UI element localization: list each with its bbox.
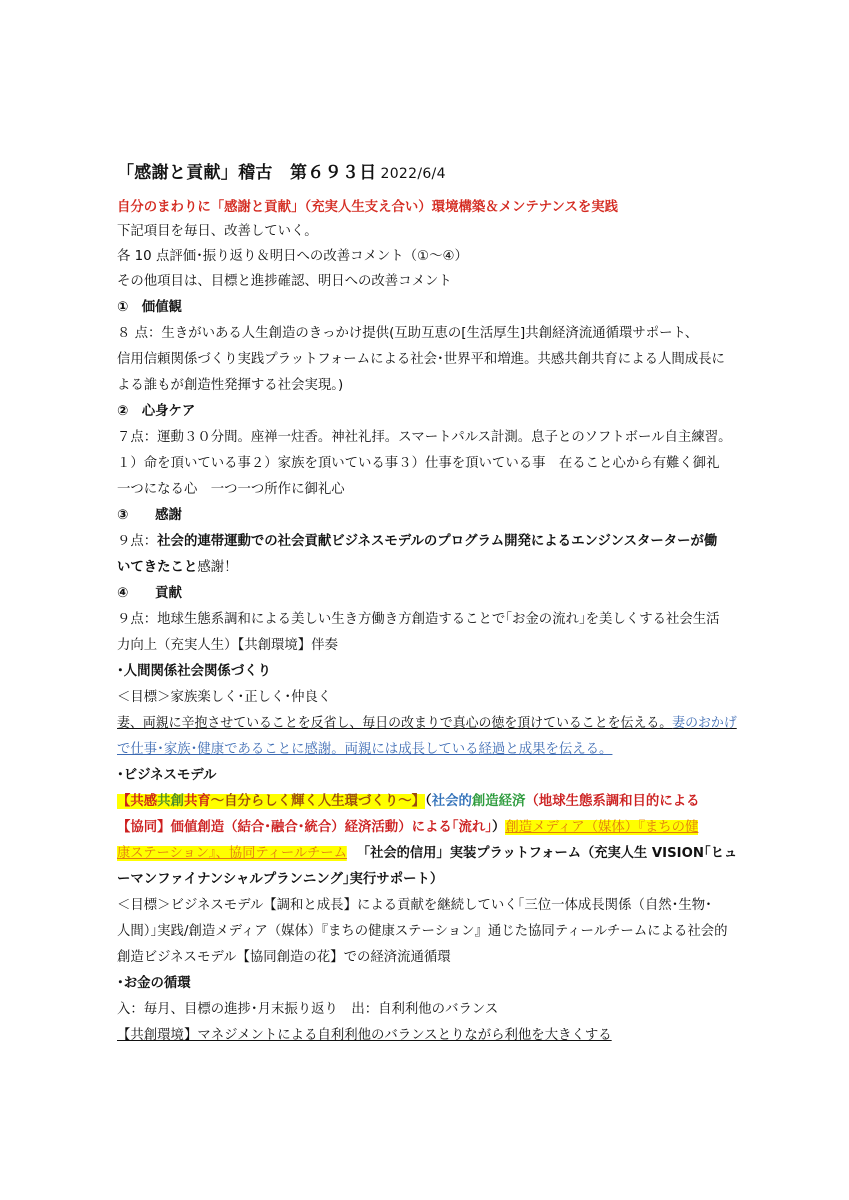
subtitle: 自分のまわりに「感謝と貢献」（充実人生支え合い）環境構築＆メンテナンスを実践 bbox=[117, 200, 619, 215]
biz-platform: 「社会的信用」実装プラットフォーム（充実人生 VISION｢ヒュ bbox=[356, 846, 738, 861]
title-text: 「感謝と貢献」稽古 第６９３日 bbox=[117, 163, 377, 183]
biz-media-link-1[interactable]: 創造メディア（媒体）『まちの健 bbox=[505, 820, 699, 835]
section-contribution-line-1: ９点：地球生態系調和による美しい生き方働き方創造することで｢お金の流れ｣を美しくする社会生活 bbox=[117, 612, 720, 627]
section-values-line-2: 信用信頼関係づくり実践プラットフォームによる社会･世界平和増進。共感共創共育による人間成長に bbox=[117, 352, 725, 367]
intro-line-3: その他項目は、目標と進捗確認、明日への改善コメント bbox=[117, 274, 452, 289]
relationships-text-1: 妻、両親に辛抱させていることを反省し、毎日の改まりで真心の徳を頂けていることを伝える。 bbox=[117, 716, 673, 731]
business-goal-line-3: 創造ビジネスモデル【協同創造の花】での経済流通循環 bbox=[117, 950, 451, 965]
business-goal-line-1: ＜目標＞ビジネスモデル【調和と成長】による貢献を継続していく｢三位一体成長関係（自然･生物･ bbox=[117, 898, 712, 913]
business-model-line-4: ーマンファイナンシャルプランニング｣実行サポート） bbox=[117, 872, 444, 887]
section-gratitude-line-2 bbox=[117, 556, 238, 580]
section-care-line-3: 一つになる心 一つ一つ所作に御礼心 bbox=[117, 482, 345, 497]
relationships-link-2[interactable]: で仕事･家族･健康であることに感謝。両親には成長している経過と成果を伝える。 bbox=[117, 742, 613, 757]
biz-tagline: ～自分らしく輝く人生環づくり～】 bbox=[210, 794, 425, 809]
biz-creative-economy: 創造経済 bbox=[471, 794, 526, 809]
biz-kyokan: 【共感 bbox=[117, 794, 158, 809]
section-care-heading: ② 心身ケア bbox=[117, 404, 196, 419]
biz-value-creation: 【協同】価値創造（結合･融合･統合）経済活動）による｢流れ｣ bbox=[117, 820, 492, 835]
business-model-line-3 bbox=[117, 842, 737, 866]
section-care-line-2: １）命を頂いている事２）家族を頂いている事３）仕事を頂いている事 在ること心から有難く御礼 bbox=[117, 456, 720, 471]
section-gratitude-heading: ③ 感謝 bbox=[117, 508, 182, 523]
section-contribution-heading: ④ 貢献 bbox=[117, 586, 182, 601]
relationships-goal: ＜目標＞家族楽しく･正しく･仲良く bbox=[117, 690, 332, 705]
business-model-line-2 bbox=[117, 816, 698, 840]
money-line-1: 入：毎月、目標の進捗･月末振り返り 出：自利利他のバランス bbox=[117, 1002, 499, 1017]
relationships-heading: ･人間関係社会関係づくり bbox=[117, 664, 271, 679]
biz-kyoiku: 共育 bbox=[183, 794, 211, 809]
biz-ecosystem: （地球生態系調和目的による bbox=[525, 794, 700, 809]
page-title bbox=[117, 158, 446, 183]
money-heading: ･お金の循環 bbox=[117, 976, 191, 991]
money-line-2: 【共創環境】マネジメントによる自利利他のバランスとりながら利他を大きくする bbox=[117, 1028, 612, 1043]
biz-kyoso: 共創 bbox=[157, 794, 184, 809]
relationships-line-1 bbox=[117, 712, 737, 736]
gratitude-text-bold-1: 社会的連帯運動での社会貢献ビジネスモデルのプログラム開発によるエンジンスターターが働 bbox=[157, 534, 718, 549]
title-date: 2022/6/4 bbox=[380, 166, 446, 182]
biz-paren-open: （ bbox=[424, 794, 432, 809]
business-model-line-1 bbox=[117, 790, 700, 814]
relationships-link-1[interactable]: 妻のおかげ bbox=[672, 716, 737, 731]
business-goal-line-2: 人間）｣実践/創造メディア（媒体）『まちの健康ステーション』通じた協同ティールチームによる社会的 bbox=[117, 924, 728, 939]
biz-media-link-2[interactable]: 康ステーション』、協同ティールチーム bbox=[117, 846, 347, 861]
gratitude-text-end: 感謝！ bbox=[197, 560, 238, 575]
gratitude-score: ９点： bbox=[117, 534, 158, 549]
biz-paren-close: ） bbox=[491, 820, 506, 835]
section-values-line-1: ８ 点：生きがいある人生創造のきっかけ提供(互助互恵の[生活厚生]共創経済流通循環サポート、 bbox=[117, 326, 699, 341]
section-contribution-line-2: 力向上（充実人生）【共創環境】伴奏 bbox=[117, 638, 338, 653]
section-values-line-3: よる誰もが創造性発揮する社会実現。) bbox=[117, 378, 344, 393]
intro-line-2: 各 10 点評価･振り返り＆明日への改善コメント（①～④） bbox=[117, 249, 468, 264]
section-care-line-1: ７点：運動３０分間。座禅一炷香。神社礼拝。スマートパルス計測。息子とのソフトボール自主練習。 bbox=[117, 430, 732, 445]
section-values-heading: ① 価値観 bbox=[117, 300, 182, 315]
biz-social: 社会的 bbox=[431, 794, 472, 809]
business-model-heading: ･ビジネスモデル bbox=[117, 768, 217, 783]
gratitude-text-bold-2: いてきたこと bbox=[117, 560, 198, 575]
intro-line-1: 下記項目を毎日、改善していく。 bbox=[117, 224, 318, 239]
section-gratitude-line-1 bbox=[117, 530, 717, 554]
